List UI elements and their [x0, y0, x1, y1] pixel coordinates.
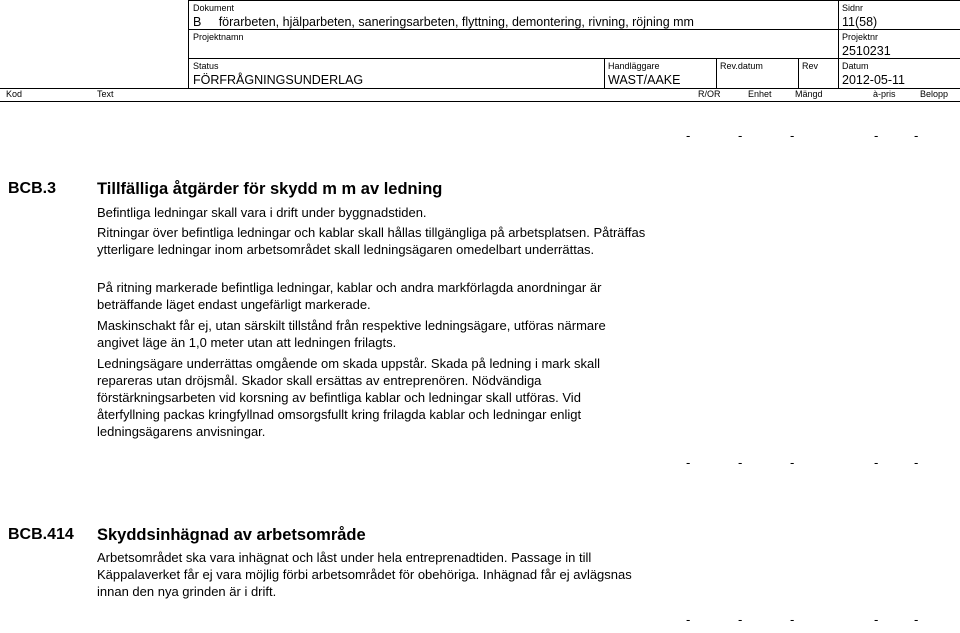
section-title: Skyddsinhägnad av arbetsområde	[97, 526, 366, 544]
paragraph: Ledningsägare underrättas omgående om skada uppstår. Skada på ledning i mark skall repareras utan dröjsmål. Skador skall ersättas av entreprenören. Nödvändiga förstärkningsarbeten vid korsning av befintliga kablar och ledningar skall utföras. Vid återfyllning packas kringfyllnad omsorgsfullt kring frilagda kablar och ledningar enligt ledningsägarens anvisningar.	[97, 356, 600, 439]
dash-enhet: -	[738, 128, 743, 143]
handlaggare-label: Handläggare	[608, 61, 660, 71]
revdatum-label: Rev.datum	[720, 61, 763, 71]
dash-enhet: -	[738, 612, 743, 627]
paragraph: Arbetsområdet ska vara inhägnat och låst under hela entreprenadtiden. Passage in till Käppalaverket får ej vara möjlig förbi arbetsområdet för obehöriga. Inhägnad får ej avlägsnas innan den nya grinden är i drift.	[97, 550, 632, 599]
projektnr-value: 2510231	[842, 44, 891, 58]
dash-ror: -	[686, 612, 691, 627]
dash-apris: -	[874, 128, 879, 143]
header-left-border	[188, 0, 189, 88]
paragraph: Ritningar över befintliga ledningar och kablar skall hållas tillgängliga på arbetsplatsen. Påträffas ytterligare ledningar inom arbetsområdet skall ledningsägaren omedelbart underrättas.	[97, 225, 646, 257]
rev-label: Rev	[802, 61, 819, 71]
dash-enhet: -	[738, 455, 743, 470]
handlaggare-value: WAST/AAKE	[608, 73, 681, 87]
section-code: BCB.414	[8, 526, 74, 543]
dash-mangd: -	[790, 612, 795, 627]
dash-ror: -	[686, 455, 691, 470]
header-rule-top	[188, 0, 960, 1]
header-divider-right	[838, 0, 839, 88]
col-kod: Kod	[6, 89, 23, 99]
dash-mangd: -	[790, 455, 795, 470]
dash-belopp: -	[914, 455, 919, 470]
dash-ror: -	[686, 128, 691, 143]
status-label: Status	[193, 61, 219, 71]
paragraph: På ritning markerade befintliga ledningar, kablar och andra markförlagda anordningar är beträffande läget endast ungefärligt markerade.	[97, 280, 602, 312]
col-mangd: Mängd	[795, 89, 823, 99]
col-ror: R/OR	[698, 89, 721, 99]
dash-belopp: -	[914, 128, 919, 143]
status-value: FÖRFRÅGNINGSUNDERLAG	[193, 73, 364, 87]
header-rule-1	[188, 29, 960, 30]
column-header-rule	[0, 101, 960, 102]
dash-mangd: -	[790, 128, 795, 143]
sidnr-value: 11(58)	[842, 15, 878, 29]
datum-value: 2012-05-11	[842, 73, 906, 87]
header-divider-revdatum	[716, 58, 717, 88]
header-rule-2	[188, 58, 960, 59]
paragraph: Befintliga ledningar skall vara i drift under byggnadstiden.	[97, 205, 427, 220]
dash-apris: -	[874, 455, 879, 470]
col-apris: à-pris	[873, 89, 896, 99]
dash-apris: -	[874, 612, 879, 627]
header-divider-handlaggare	[604, 58, 605, 88]
sidnr-label: Sidnr	[842, 3, 864, 13]
projektnr-label: Projektnr	[842, 32, 879, 42]
dash-belopp: -	[914, 612, 919, 627]
datum-label: Datum	[842, 61, 869, 71]
projektnamn-label: Projektnamn	[193, 32, 244, 42]
dokument-label: Dokument	[193, 3, 235, 13]
header-divider-rev	[798, 58, 799, 88]
dokument-value: B förarbeten, hjälparbeten, saneringsarbeten, flyttning, demontering, rivning, röjning mm	[193, 15, 694, 29]
col-enhet: Enhet	[748, 89, 772, 99]
section-code: BCB.3	[8, 180, 57, 197]
col-text: Text	[97, 89, 114, 99]
section-title: Tillfälliga åtgärder för skydd m m av ledning	[97, 180, 443, 198]
col-belopp: Belopp	[920, 89, 949, 99]
paragraph: Maskinschakt får ej, utan särskilt tillstånd från respektive ledningsägare, utföras närmare angivet läge än 1,0 meter utan att ledningen frilagts.	[97, 318, 606, 350]
